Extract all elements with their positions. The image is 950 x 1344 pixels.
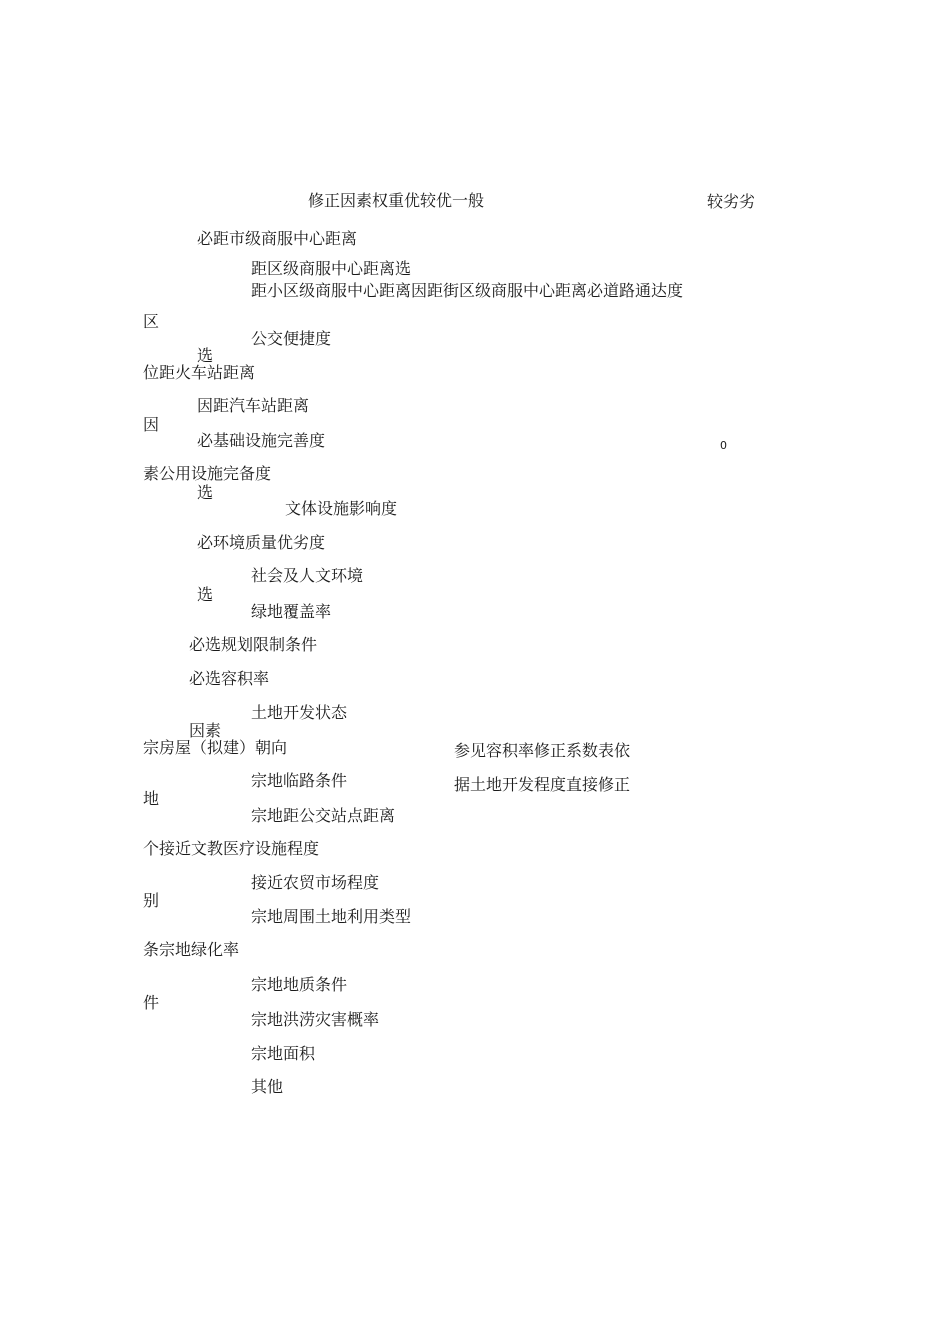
factor-line: 宗地临路条件 (251, 771, 348, 790)
category-label: 因素 (189, 721, 222, 740)
factor-line: 社会及人文环境 (251, 566, 364, 585)
factor-line: 个接近文教医疗设施程度 (143, 839, 320, 858)
factor-line: 距小区级商服中心距离因距街区级商服中心距离必道路通达度 (251, 281, 684, 300)
selection-mark: 选 (197, 346, 214, 365)
note-line: 参见容积率修正系数表依 (454, 741, 631, 760)
factor-line: 必选容积率 (189, 669, 270, 688)
selection-mark: 选 (197, 483, 214, 502)
factor-line: 宗地面积 (251, 1044, 316, 1063)
category-char: 区 (143, 312, 160, 331)
factor-line: 素公用设施完备度 (143, 464, 272, 483)
weight-value: 0 (720, 439, 727, 452)
selection-mark: 选 (197, 585, 214, 604)
factor-line: 土地开发状态 (251, 703, 348, 722)
factor-line: 绿地覆盖率 (251, 602, 332, 621)
factor-line: 必环境质量优劣度 (197, 533, 326, 552)
factor-line: 接近农贸市场程度 (251, 873, 380, 892)
factor-line: 宗房屋（拟建）朝向 (143, 738, 288, 757)
category-char: 件 (143, 993, 160, 1012)
category-char: 别 (143, 891, 160, 910)
factor-line: 公交便捷度 (251, 329, 332, 348)
category-char: 地 (143, 789, 160, 808)
factor-line: 宗地地质条件 (251, 975, 348, 994)
note-line: 据土地开发程度直接修正 (454, 775, 631, 794)
factor-line: 其他 (251, 1077, 284, 1096)
factor-line: 宗地周围土地利用类型 (251, 907, 412, 926)
table-header-tail: 较劣劣 (707, 192, 756, 211)
factor-line: 文体设施影响度 (285, 499, 398, 518)
factor-line: 条宗地绿化率 (143, 940, 240, 959)
factor-line: 必选规划限制条件 (189, 635, 318, 654)
factor-line: 宗地洪涝灾害概率 (251, 1010, 380, 1029)
category-char: 因 (143, 415, 160, 434)
table-header-columns: 修正因素权重优较优一般 (308, 191, 485, 210)
factor-line: 距区级商服中心距离选 (251, 259, 412, 278)
factor-line: 宗地距公交站点距离 (251, 806, 396, 825)
factor-line: 位距火车站距离 (143, 363, 256, 382)
factor-line: 必距市级商服中心距离 (197, 229, 358, 248)
factor-line: 因距汽车站距离 (197, 396, 310, 415)
factor-line: 必基础设施完善度 (197, 431, 326, 450)
